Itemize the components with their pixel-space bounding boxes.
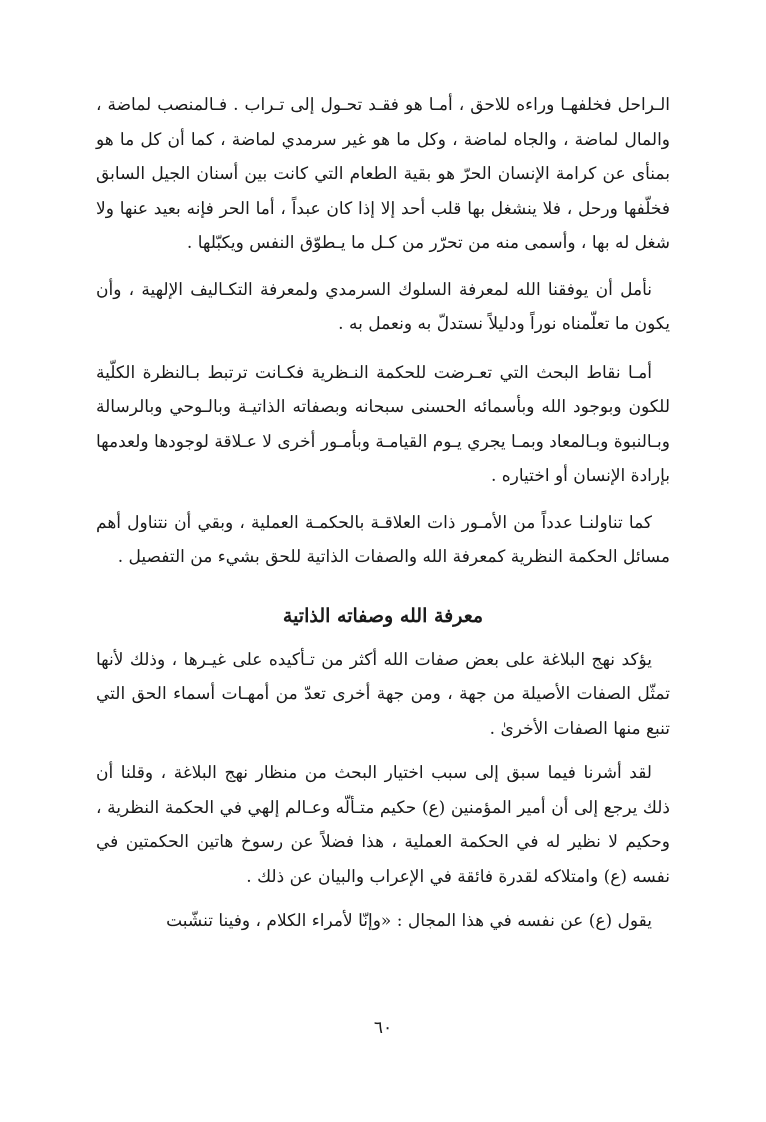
paragraph-7: يقول (ع) عن نفسه في هذا المجال : «وإنّا لأمراء الكلام ، وفينا تنشّبت xyxy=(166,911,652,931)
paragraph-1: الـراحل فخلفهـا وراءه للاحق ، أمـا هو فقـد تحـول إلى تـراب . فـالمنصب لماضة ، والمال لماضة ، والجاه لماضة ، وكل ما هو غير سرمدي لماضة ، كما أن كل ما هو بمنأى عن كرامة الإنسان الحرّ هو بقية الطعام التي كانت بين أسنان الجيل السابق فخلّفها ورحل ، فلا ينشغل بها قلب أحد إلا إذا كان عبداً ، أما الحر فإنه بعيد عنها ولا شغل له بها ، وأسمى منه من تحرّر من كـل ما يـطوّق النفس ويكبّلها . xyxy=(96,95,670,253)
paragraph-5: يؤكد نهج البلاغة على بعض صفات الله أكثر من تـأكيده على غيـرها ، وذلك لأنها تمثّل الصفات الأصيلة من جهة ، ومن جهة أخرى تعدّ من أمهـات أسماء الحق التي تنبع منها الصفات الأخرىٰ . xyxy=(96,649,670,739)
paragraph-6: لقد أشرنا فيما سبق إلى سبب اختيار البحث من منظار نهج البلاغة ، وقلنا أن ذلك يرجع إلى أن أمير المؤمنين (ع) حكيم متـألّه وعـالم إلهي في الحكمة النظرية ، وحكيم لا نظير له في الحكمة العملية ، هذا فضلاً عن رسوخ هاتين الحكمتين في نفسه (ع) وامتلاكه لقدرة فائقة في الإعراب والبيان عن ذلك . xyxy=(96,763,670,887)
section-heading: معرفة الله وصفاته الذاتية xyxy=(282,604,484,627)
paragraph-4: كما تناولنـا عدداً من الأمـور ذات العلاقـة بالحكمـة العملية ، وبقي أن نتناول أهم مسائل الحكمة النظرية كمعرفة الله والصفات الذاتية للحق بشيء من التفصيل . xyxy=(96,512,670,567)
page-number: ٦٠ xyxy=(373,1018,393,1038)
paragraph-2: نأمل أن يوفقنا الله لمعرفة السلوك السرمدي ولمعرفة التكـاليف الإلهية ، وأن يكون ما تعلّمناه نوراً ودليلاً نستدلّ به ونعمل به . xyxy=(96,279,670,334)
paragraph-3: أمـا نقاط البحث التي تعـرضت للحكمة النـظرية فكـانت ترتبط بـالنظرة الكلّية للكون وبوجود الله وبأسمائه الحسنى سبحانه وبصفاته الذاتيـة وبالـوحي وبالرسالة وبـالنبوة وبـالمعاد وبمـا يجري يـوم القيامـة وبأمـور أخرى لا عـلاقة لوجودها ولعدمها بإرادة الإنسان أو اختياره . xyxy=(95,362,670,486)
page-body xyxy=(96,88,670,939)
